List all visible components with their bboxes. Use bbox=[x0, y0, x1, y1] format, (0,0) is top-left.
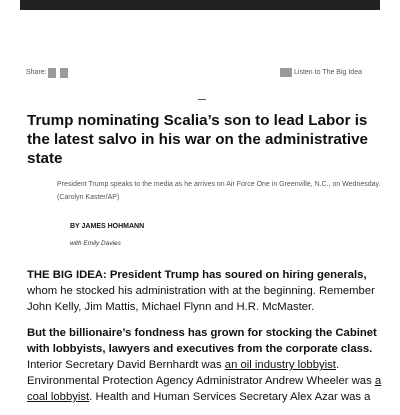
article-headline: Trump nominating Scalia’s son to lead Labor is the latest salvo in his war on the administrative state bbox=[27, 112, 368, 167]
listen-button[interactable] bbox=[280, 68, 362, 77]
audio-icon bbox=[280, 68, 292, 77]
top-header-bar bbox=[20, 0, 380, 10]
coal-lobbyist-link[interactable]: a coal lobbyist bbox=[27, 375, 382, 403]
oil-lobbyist-link[interactable]: an oil industry lobbyist bbox=[224, 359, 336, 371]
share-label: Share: bbox=[26, 69, 47, 76]
paragraph-2 bbox=[27, 325, 392, 405]
share-twitter-icon[interactable] bbox=[60, 68, 68, 78]
listen-label: Listen to The Big Idea bbox=[294, 69, 362, 76]
paragraph-1-text: whom he stocked his administration with at the beginning. Remember John Kelly, Jim Mattis, Michael Flynn and H.R. McMaster. bbox=[27, 285, 375, 313]
paragraph-1 bbox=[27, 267, 392, 315]
paragraph-2-text-a: Interior Secretary David Bernhardt was bbox=[27, 359, 225, 371]
photo-caption: President Trump speaks to the media as he arrives on Air Force One in Greenville, N.C., on Wednesday. (Carolyn Kaster/AP) bbox=[57, 181, 381, 201]
byline: BY JAMES HOHMANN bbox=[70, 223, 145, 230]
share-toolbar bbox=[26, 68, 376, 82]
section-divider bbox=[198, 99, 206, 100]
contributor-line: with Emily Davies bbox=[70, 240, 121, 247]
paragraph-2-text-c: . Health and Human Services Secretary Alex Azar was a bbox=[89, 391, 371, 403]
share-facebook-icon[interactable] bbox=[48, 68, 56, 78]
paragraph-2-lead: But the billionaire’s fondness has grown for stocking the Cabinet with lobbyists, lawyers and executives from the corporate class. bbox=[27, 327, 377, 355]
paragraph-2-text-b: . Environmental Protection Agency Administrator Andrew Wheeler was bbox=[27, 359, 375, 387]
article-body bbox=[27, 267, 392, 415]
big-idea-lead: THE BIG IDEA: President Trump has soured on hiring generals, bbox=[27, 269, 367, 281]
